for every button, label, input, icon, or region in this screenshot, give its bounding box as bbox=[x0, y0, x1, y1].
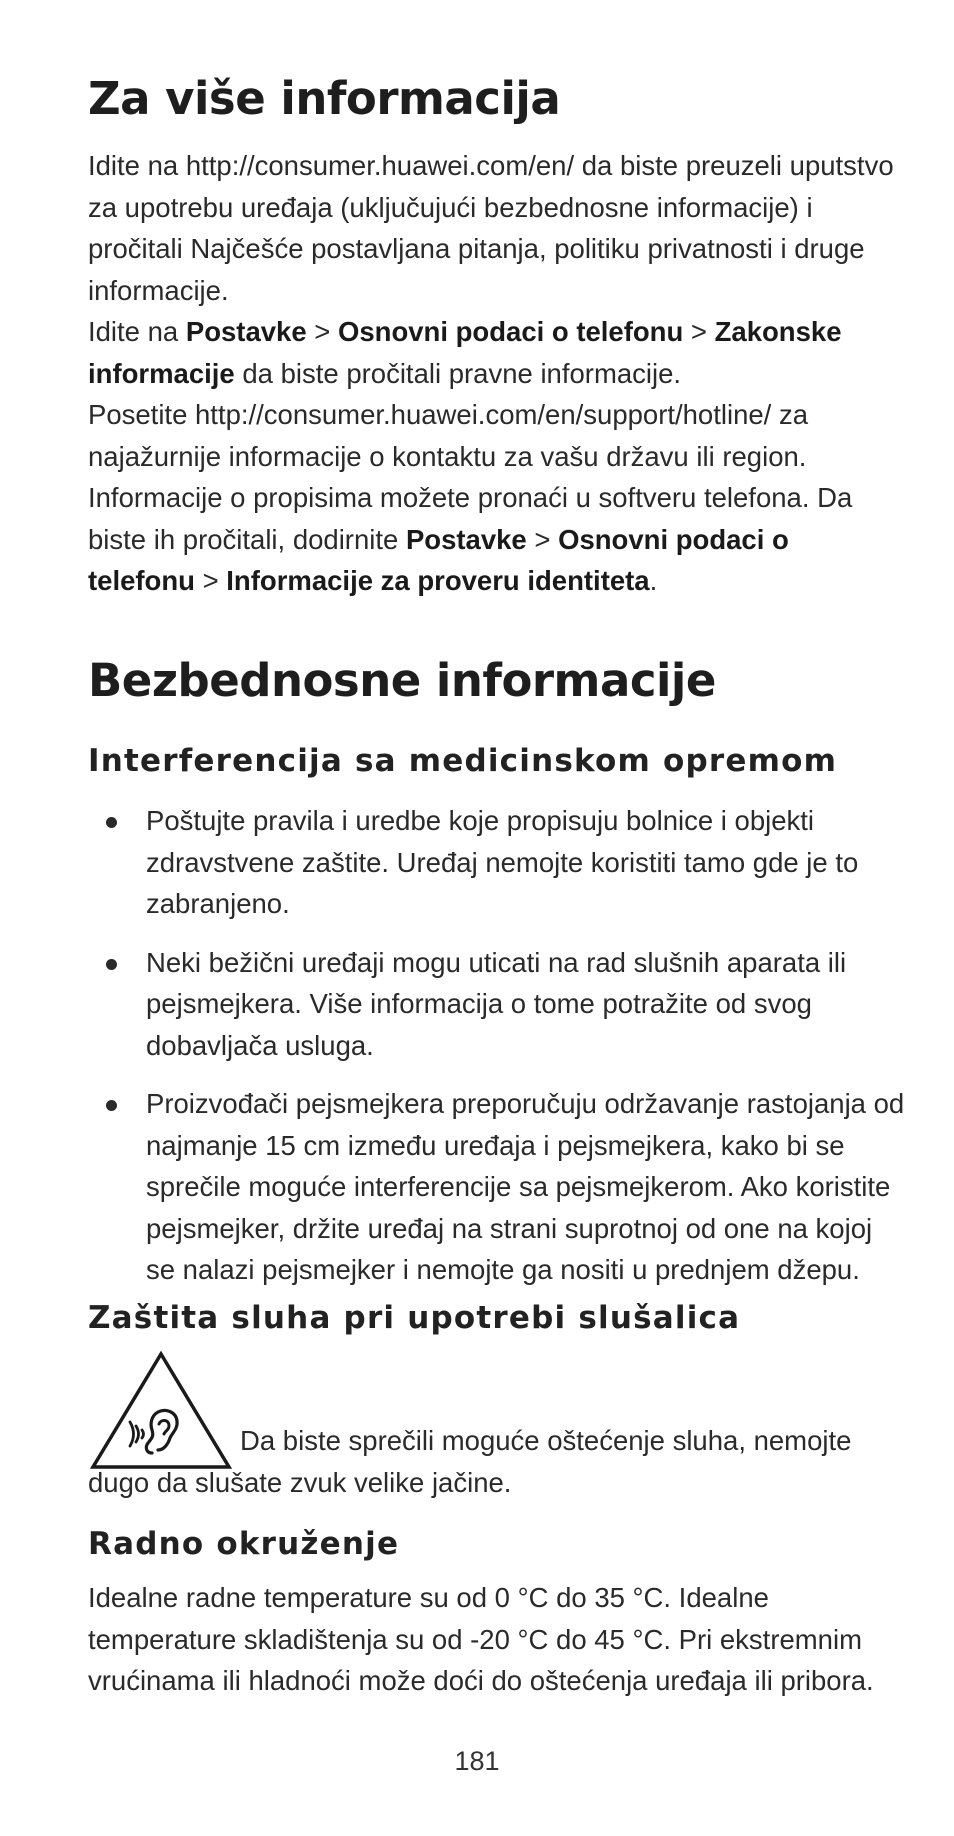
menu-path-settings: Postavke bbox=[405, 523, 527, 555]
menu-path-authentication-info: Informacije za proveru identiteta bbox=[226, 565, 650, 596]
text-segment: . bbox=[649, 565, 658, 596]
text-segment: da biste pročitali pravne informacije. bbox=[234, 357, 682, 389]
subheading-medical-interference: Interferencija sa medicinskom opremom bbox=[88, 743, 838, 779]
bullet-icon bbox=[106, 959, 117, 970]
subheading-operating-environment: Radno okruženje bbox=[88, 1526, 400, 1562]
menu-path-settings: Postavke bbox=[185, 316, 307, 347]
section-title-safety-info: Bezbednosne informacije bbox=[88, 654, 716, 707]
paragraph-hotline: Posetite http://consumer.huawei.com/en/support/hotline/ za najažurnije informacije o kontaktu za vašu državu ili region. bbox=[88, 399, 808, 472]
list-item-text: Proizvođači pejsmejkera preporučuju održavanje rastojanja od najmanje 15 cm između uređaja i pejsmejkera, kako bi se sprečile moguće interferencije sa pejsmejkerom. Ako koristite pejsmejker, držite uređaj na strani suprotnoj od one na kojoj se nalazi pejsmejker i nemojte ga nositi u prednjem džepu. bbox=[146, 1088, 905, 1285]
bullet-icon bbox=[106, 1100, 117, 1111]
list-item bbox=[88, 1083, 908, 1291]
text-segment: Informacije o propisima možete pronaći u softveru telefona. Da biste ih pročitali, dodirnite bbox=[88, 482, 853, 555]
path-separator: > bbox=[306, 316, 338, 347]
list-item bbox=[88, 800, 908, 925]
menu-path-legal-info: Zakonske informacije bbox=[88, 316, 842, 389]
environment-text: Idealne radne temperature su od 0 °C do 35 °C. Idealne temperature skladištenja su od -20 °C do 45 °C. Pri ekstremnim vrućinama ili hladnoći može doći do oštećenja uređaja ili pribora. bbox=[88, 1582, 874, 1696]
section-title-more-info: Za više informacija bbox=[88, 72, 561, 125]
text-segment: Idite na bbox=[88, 316, 186, 347]
hearing-warning-text: Da biste sprečili moguće oštećenje sluha, nemojte dugo da slušate zvuk velike jačine. bbox=[88, 1425, 852, 1498]
paragraph-legal-info bbox=[88, 311, 898, 394]
more-info-body bbox=[88, 145, 898, 602]
list-item-text: Neki bežični uređaji mogu uticati na rad slušnih aparata ili pejsmejkera. Više informacija o tome potražite od svog dobavljača usluga. bbox=[146, 946, 847, 1061]
page-number: 181 bbox=[454, 1746, 500, 1776]
list-item-text: Poštujte pravila i uredbe koje propisuju bolnice i objekti zdravstvene zaštite. Uređaj nemojte koristiti tamo gde je to zabranjeno. bbox=[146, 805, 859, 919]
list-item bbox=[88, 942, 908, 1067]
menu-path-about-phone: Osnovni podaci o telefonu bbox=[337, 316, 684, 347]
subheading-hearing-protection: Zaštita sluha pri upotrebi slušalica bbox=[88, 1300, 741, 1336]
medical-bullet-list bbox=[88, 800, 908, 1308]
paragraph-regulatory-info bbox=[88, 477, 898, 602]
menu-path-about-phone: Osnovni podaci o telefonu bbox=[88, 523, 789, 596]
path-separator: > bbox=[683, 316, 715, 347]
path-separator: > bbox=[526, 523, 559, 555]
path-separator: > bbox=[194, 565, 227, 596]
bullet-icon bbox=[106, 817, 117, 828]
paragraph-download-manual: Idite na http://consumer.huawei.com/en/ da biste preuzeli uputstvo za upotrebu uređaja (uključujući bezbednosne informacije) i pročitali Najčešće postavljana pitanja, politiku privatnosti i druge informacije. bbox=[88, 150, 894, 306]
